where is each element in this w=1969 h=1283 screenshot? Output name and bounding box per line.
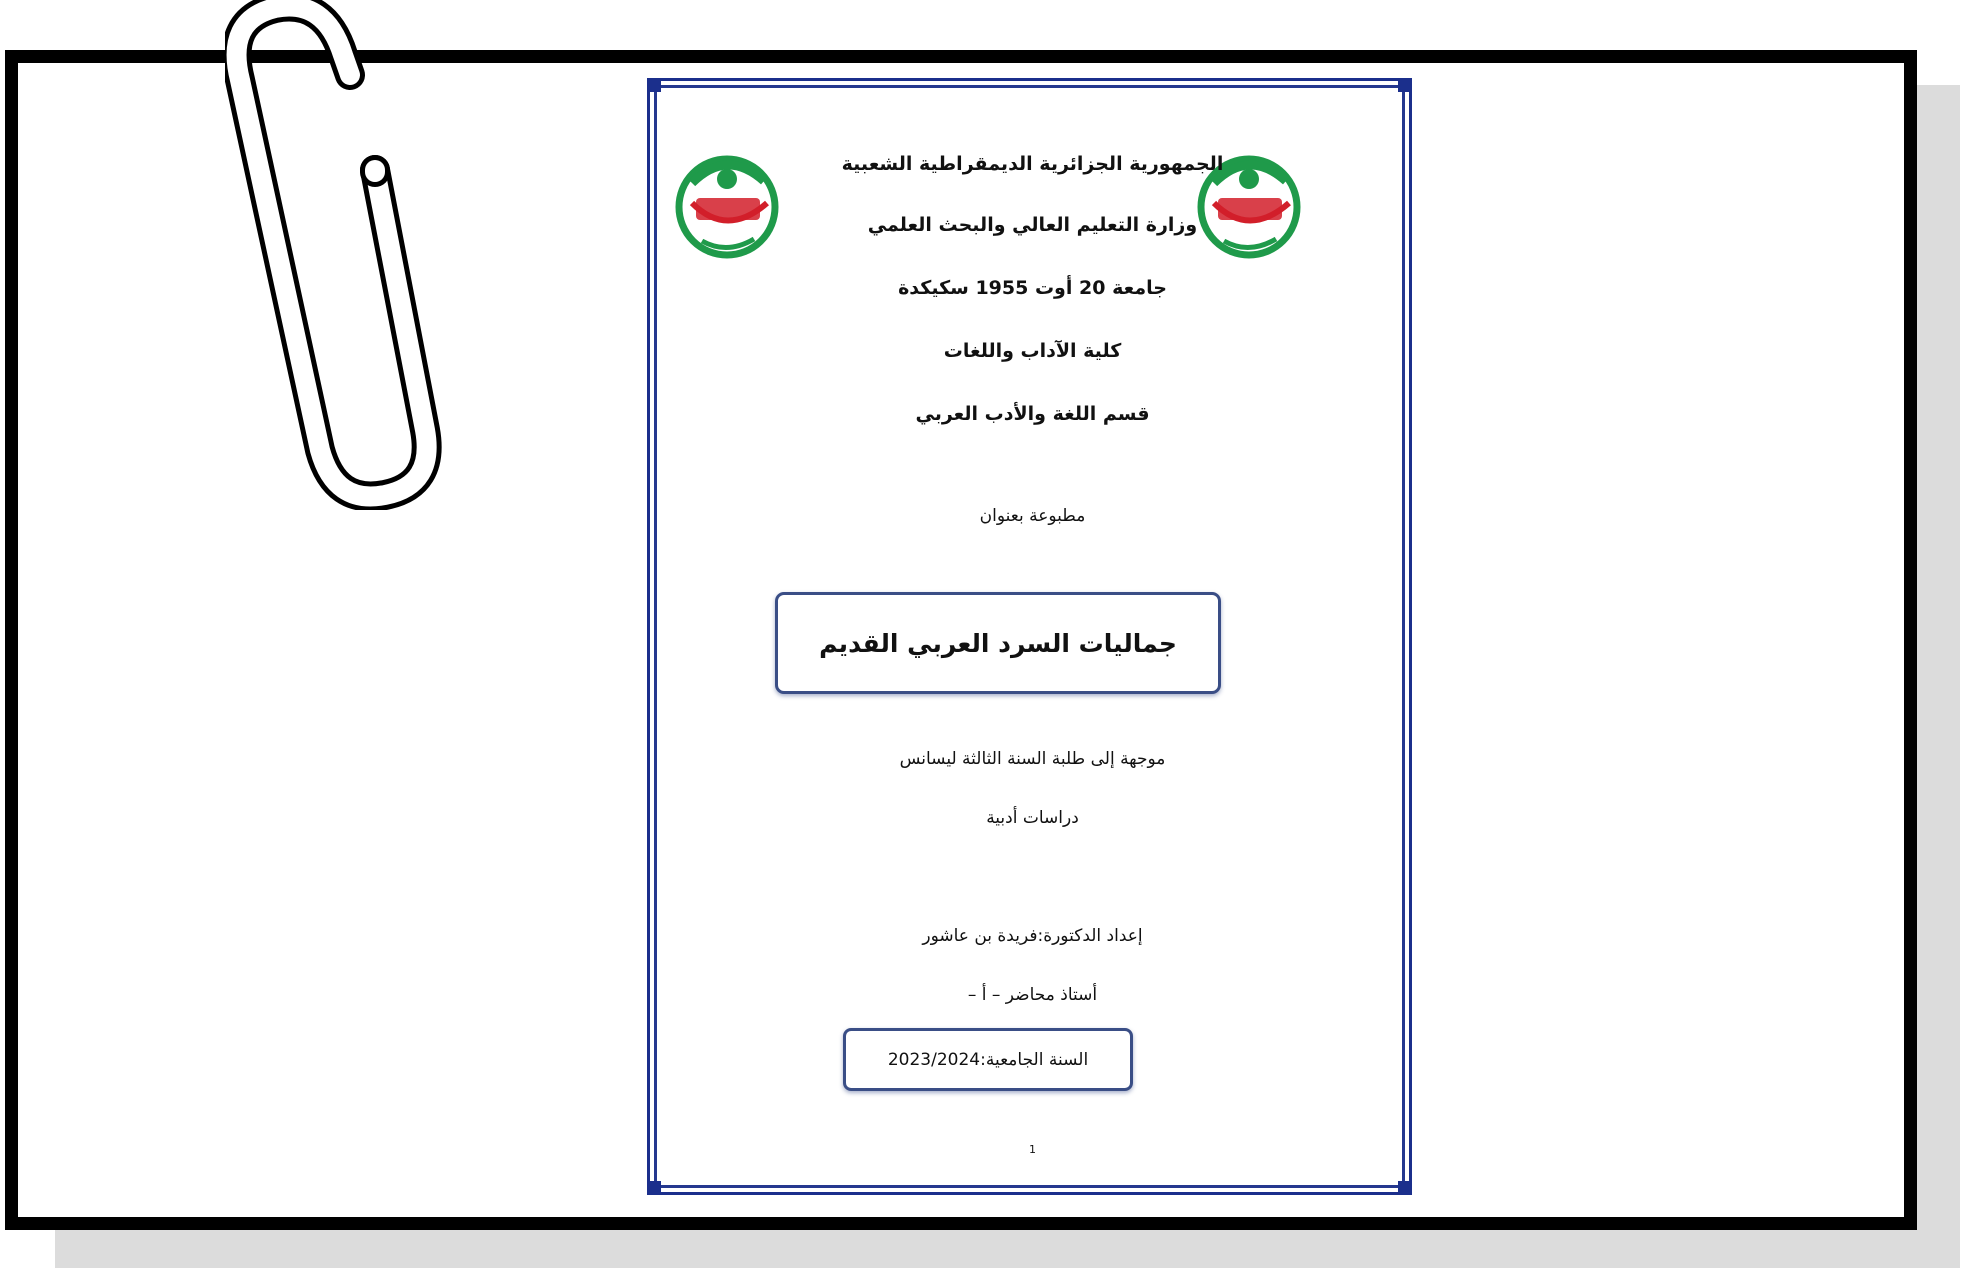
document-cover-page bbox=[647, 78, 1412, 1195]
ministry-heading: وزارة التعليم العالي والبحث العلمي bbox=[867, 214, 1198, 236]
title-frame bbox=[775, 592, 1221, 694]
republic-heading: الجمهورية الجزائرية الديمقراطية الشعبية bbox=[841, 153, 1224, 175]
frame-corner bbox=[1398, 78, 1412, 92]
frame-corner bbox=[647, 1181, 661, 1195]
document-title: جماليات السرد العربي القديم bbox=[819, 628, 1177, 658]
specialty-line: دراسات أدبية bbox=[986, 808, 1079, 828]
frame-corner bbox=[1398, 1181, 1412, 1195]
intro-label: مطبوعة بعنوان bbox=[979, 506, 1086, 526]
academic-year-box: السنة الجامعية:2023/2024 bbox=[843, 1028, 1133, 1091]
rank-line: أستاذ محاضر – أ – bbox=[967, 985, 1098, 1005]
faculty-heading: كلية الآداب واللغات bbox=[943, 340, 1122, 362]
university-heading: جامعة 20 أوت 1955 سكيكدة bbox=[898, 277, 1167, 299]
department-heading: قسم اللغة والأدب العربي bbox=[915, 403, 1150, 425]
frame-corner bbox=[647, 78, 661, 92]
author-line: إعداد الدكتورة:فريدة بن عاشور bbox=[922, 926, 1143, 946]
page-number: 1 bbox=[1029, 1143, 1036, 1156]
audience-line: موجهة إلى طلبة السنة الثالثة ليسانس bbox=[899, 749, 1166, 769]
paperclip-icon bbox=[225, 0, 465, 510]
